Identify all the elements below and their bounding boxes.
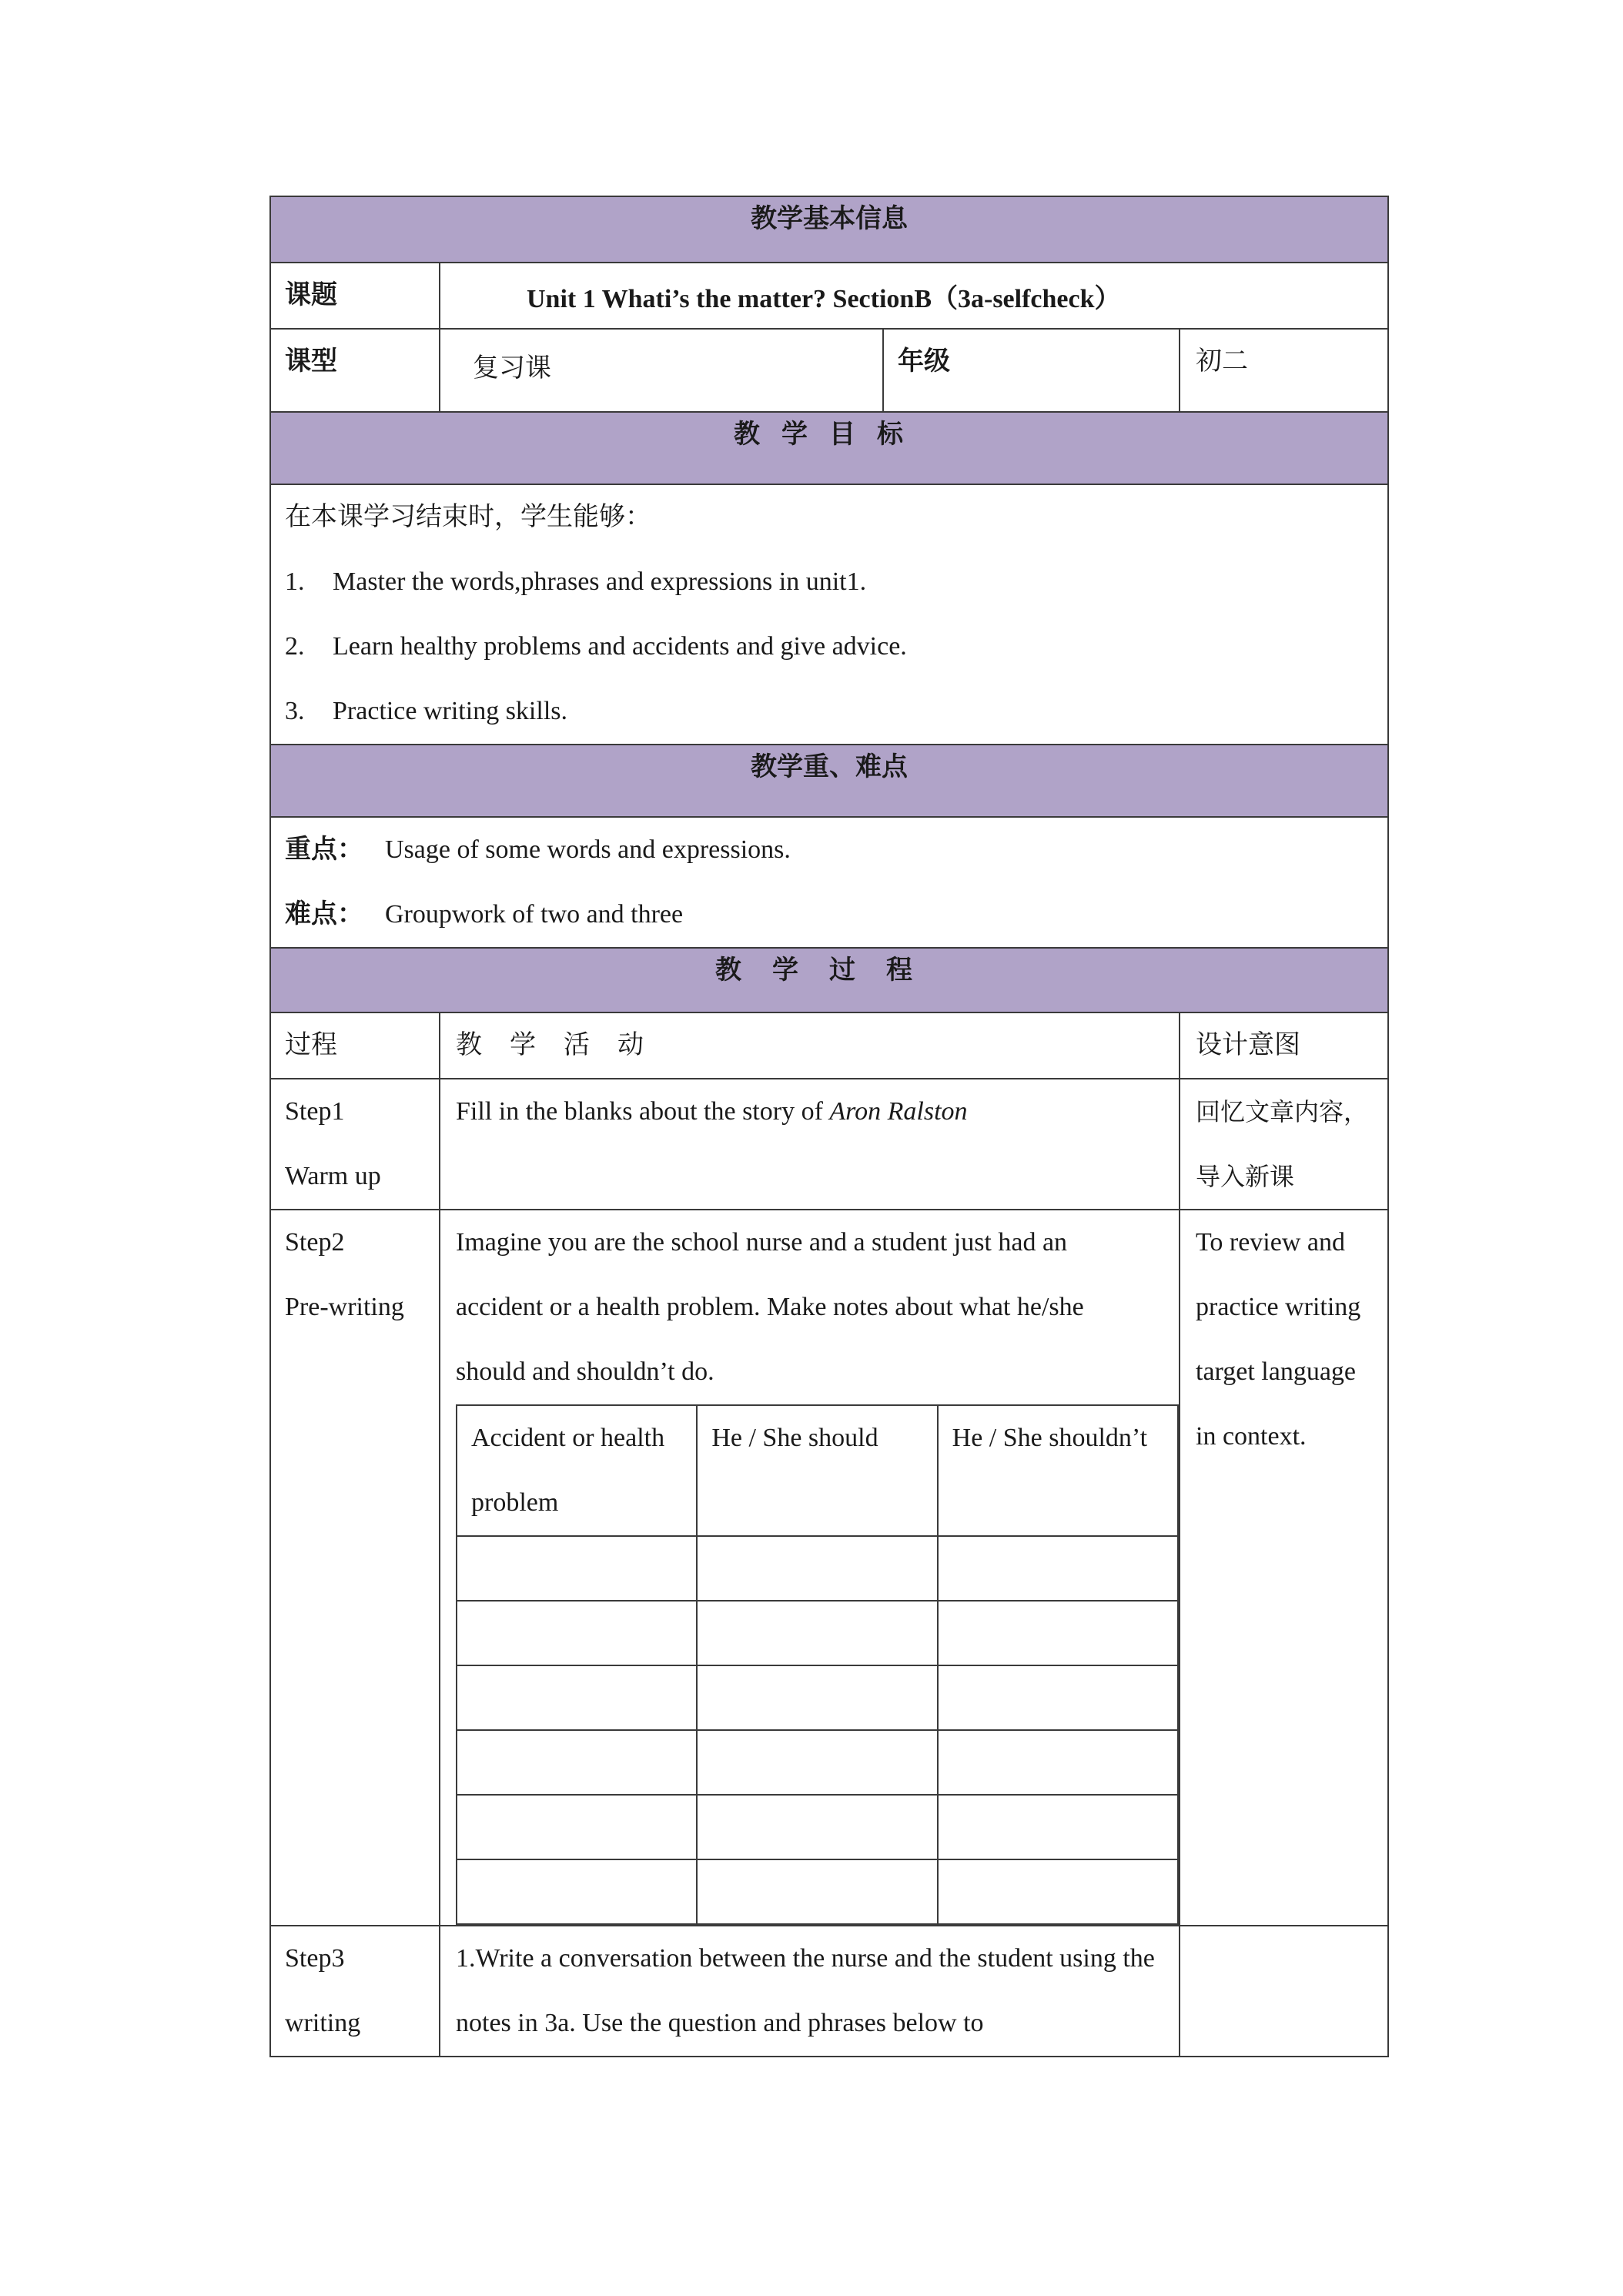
notes-col-shouldnt: He / She shouldn’t: [938, 1405, 1178, 1536]
process-header: 教学过程: [715, 956, 944, 985]
process-header-row: [270, 948, 1388, 1012]
step2-intent: To review and practice writing target language in context.: [1196, 1228, 1361, 1451]
difficult-point-line: 难点： Groupwork of two and three: [285, 900, 684, 929]
step2-sub: Pre-writing: [285, 1293, 404, 1321]
col-activity: 教学活动: [456, 1031, 671, 1059]
notes-table-row: [457, 1730, 1178, 1795]
keypoints-header: 教学重、难点: [270, 745, 1388, 817]
col-intent: 设计意图: [1196, 1031, 1300, 1059]
basic-info-header: 教学基本信息: [270, 196, 1388, 263]
step1-sub: Warm up: [285, 1162, 381, 1190]
type-grade-row: [270, 329, 1388, 412]
topic-value: Unit 1 Whati’s the matter? SectionB（3a-selfcheck）: [527, 284, 1121, 313]
notes-table-row: [457, 1859, 1178, 1924]
step2-name: Step2: [285, 1228, 345, 1257]
process-columns-row: [270, 1012, 1388, 1079]
notes-table-header: [457, 1405, 1178, 1536]
basic-info-header-row: [270, 196, 1388, 263]
step3-activity: 1.Write a conversation between the nurse and the student using the notes in 3a. Use the question and phrases below to: [456, 1944, 1155, 2037]
step2-activity: Imagine you are the school nurse and a student just had an accident or a health problem. Make notes about what he/she should and shouldn’t do.: [456, 1228, 1084, 1386]
step2-row: [270, 1210, 1388, 1926]
lesson-type-value: 复习课: [473, 354, 551, 383]
lesson-plan-document: [269, 196, 1387, 2057]
grade-value: 初二: [1196, 347, 1248, 376]
goals-header-row: [270, 412, 1388, 484]
step1-name: Step1: [285, 1097, 345, 1126]
goals-intro: 在本课学习结束时，学生能够：: [285, 503, 651, 531]
goal-item: 3. Practice writing skills.: [285, 697, 568, 725]
notes-table-row: [457, 1536, 1178, 1601]
lesson-plan-table: [269, 196, 1389, 2057]
notes-table: [456, 1404, 1179, 1925]
goals-row: [270, 484, 1388, 745]
notes-table-row: [457, 1665, 1178, 1730]
step3-row: [270, 1926, 1388, 2057]
keypoints-header-row: [270, 745, 1388, 817]
notes-col-should: He / She should: [697, 1405, 937, 1536]
goal-item: 1. Master the words,phrases and expressions in unit1.: [285, 567, 867, 596]
notes-col-problem: Accident or health problem: [457, 1405, 697, 1536]
topic-row: [270, 263, 1388, 329]
goal-item: 2. Learn healthy problems and accidents and give advice.: [285, 632, 907, 661]
step3-name: Step3: [285, 1944, 345, 1973]
notes-table-row: [457, 1601, 1178, 1665]
step3-sub: writing: [285, 2009, 361, 2037]
step1-row: [270, 1079, 1388, 1210]
step3-intent: [1180, 1926, 1387, 1948]
grade-label: 年级: [898, 347, 950, 376]
key-point-line: 重点： Usage of some words and expressions.: [285, 835, 791, 864]
keypoints-content: [271, 818, 1387, 947]
goals-content: [271, 485, 1387, 744]
lesson-type-label: 课型: [285, 347, 337, 376]
notes-table-row: [457, 1795, 1178, 1859]
topic-label: 课题: [285, 281, 337, 310]
col-stage: 过程: [285, 1031, 337, 1059]
step1-intent: 回忆文章内容，导入新课: [1196, 1097, 1369, 1191]
goals-header: 教学目标: [734, 420, 925, 449]
keypoints-row: [270, 817, 1388, 948]
step1-activity: Fill in the blanks about the story of Aron Ralston: [456, 1097, 968, 1126]
